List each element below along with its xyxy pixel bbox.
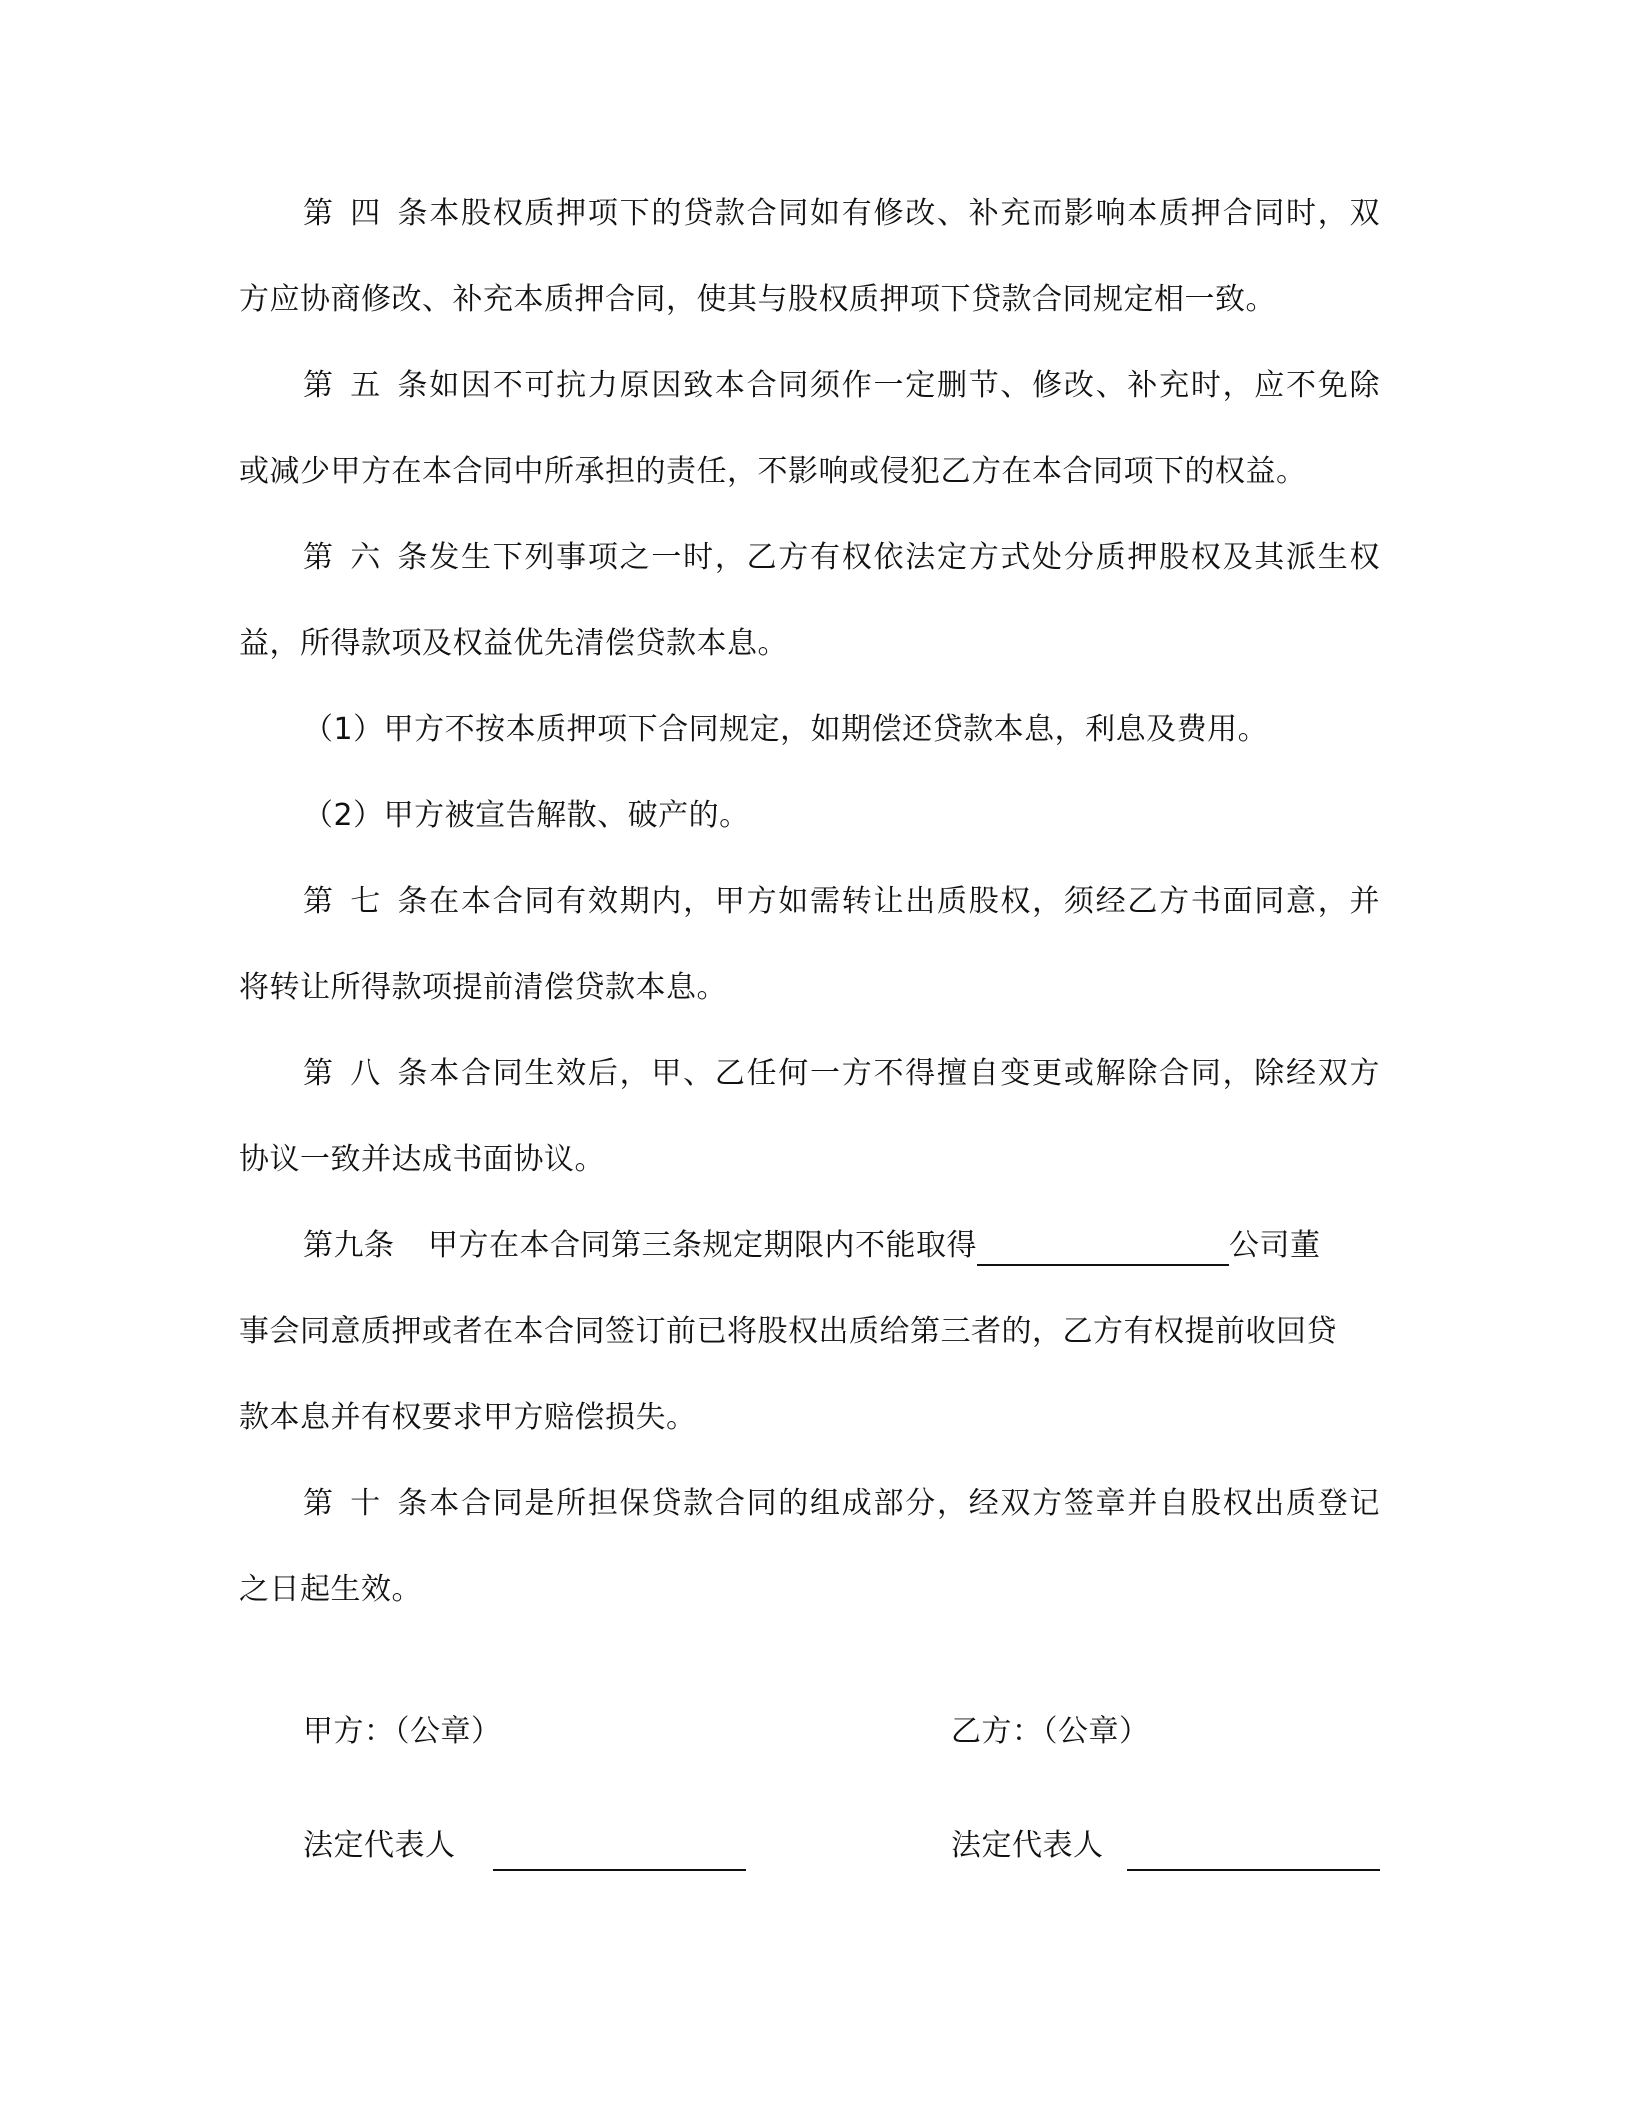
article-7-line-1 [303, 882, 1380, 922]
article-6-line-1 [303, 538, 1380, 578]
article-6-item-1: （1）甲方不按本质押项下合同规定，如期偿还贷款本息，利息及费用。 [303, 712, 1269, 747]
article-5-text-1: 如因不可抗力原因致本合同须作一定删节、修改、补充时，应不免除 [428, 368, 1380, 403]
article-4-number: 第四条 [303, 196, 428, 231]
article-6-text-1: 发生下列事项之一时，乙方有权依法定方式处分质押股权及其派生权 [428, 540, 1380, 575]
party-b-seal-label: 乙方：（公章） [951, 1714, 1150, 1749]
article-10-line-2: 之日起生效。 [239, 1572, 422, 1607]
article-9-number: 第九条 [303, 1228, 395, 1263]
party-b-representative-signature-line[interactable] [1127, 1869, 1380, 1871]
article-6-number: 第六条 [303, 540, 428, 575]
article-9-text-1a: 甲方在本合同第三条规定期限内不能取得 [428, 1228, 977, 1263]
article-5-number: 第五条 [303, 368, 428, 403]
article-4-line-2: 方应协商修改、补充本质押合同，使其与股权质押项下贷款合同规定相一致。 [239, 282, 1276, 317]
article-4-text-1: 本股权质押项下的贷款合同如有修改、补充而影响本质押合同时，双 [428, 196, 1380, 231]
article-6-item-2: （2）甲方被宣告解散、破产的。 [303, 798, 750, 833]
company-name-blank[interactable] [977, 1230, 1229, 1266]
article-7-text-1: 在本合同有效期内，甲方如需转让出质股权，须经乙方书面同意，并 [428, 884, 1380, 919]
article-10-line-1 [303, 1484, 1380, 1524]
article-6-line-2: 益，所得款项及权益优先清偿贷款本息。 [239, 626, 788, 661]
article-5-line-1 [303, 366, 1380, 406]
article-9-line-1 [303, 1226, 1321, 1266]
party-a-seal-label: 甲方：（公章） [303, 1714, 502, 1749]
article-5-line-2: 或减少甲方在本合同中所承担的责任，不影响或侵犯乙方在本合同项下的权益。 [239, 454, 1307, 489]
article-9-text-1b: 公司董 [1229, 1228, 1321, 1263]
article-8-line-1 [303, 1054, 1380, 1094]
article-8-number: 第八条 [303, 1056, 428, 1091]
article-4-line-1 [303, 194, 1380, 234]
party-a-representative-signature-line[interactable] [493, 1869, 746, 1871]
article-10-text-1: 本合同是所担保贷款合同的组成部分，经双方签章并自股权出质登记 [428, 1486, 1380, 1521]
article-7-number: 第七条 [303, 884, 428, 919]
article-9-line-3: 款本息并有权要求甲方赔偿损失。 [239, 1400, 697, 1435]
party-b-representative-label: 法定代表人 [951, 1828, 1104, 1863]
article-7-line-2: 将转让所得款项提前清偿贷款本息。 [239, 970, 727, 1005]
article-9-line-2: 事会同意质押或者在本合同签订前已将股权出质给第三者的，乙方有权提前收回贷 [239, 1314, 1337, 1349]
party-a-representative-label: 法定代表人 [303, 1828, 456, 1863]
article-8-text-1: 本合同生效后，甲、乙任何一方不得擅自变更或解除合同，除经双方 [428, 1056, 1380, 1091]
article-10-number: 第十条 [303, 1486, 428, 1521]
article-8-line-2: 协议一致并达成书面协议。 [239, 1142, 605, 1177]
